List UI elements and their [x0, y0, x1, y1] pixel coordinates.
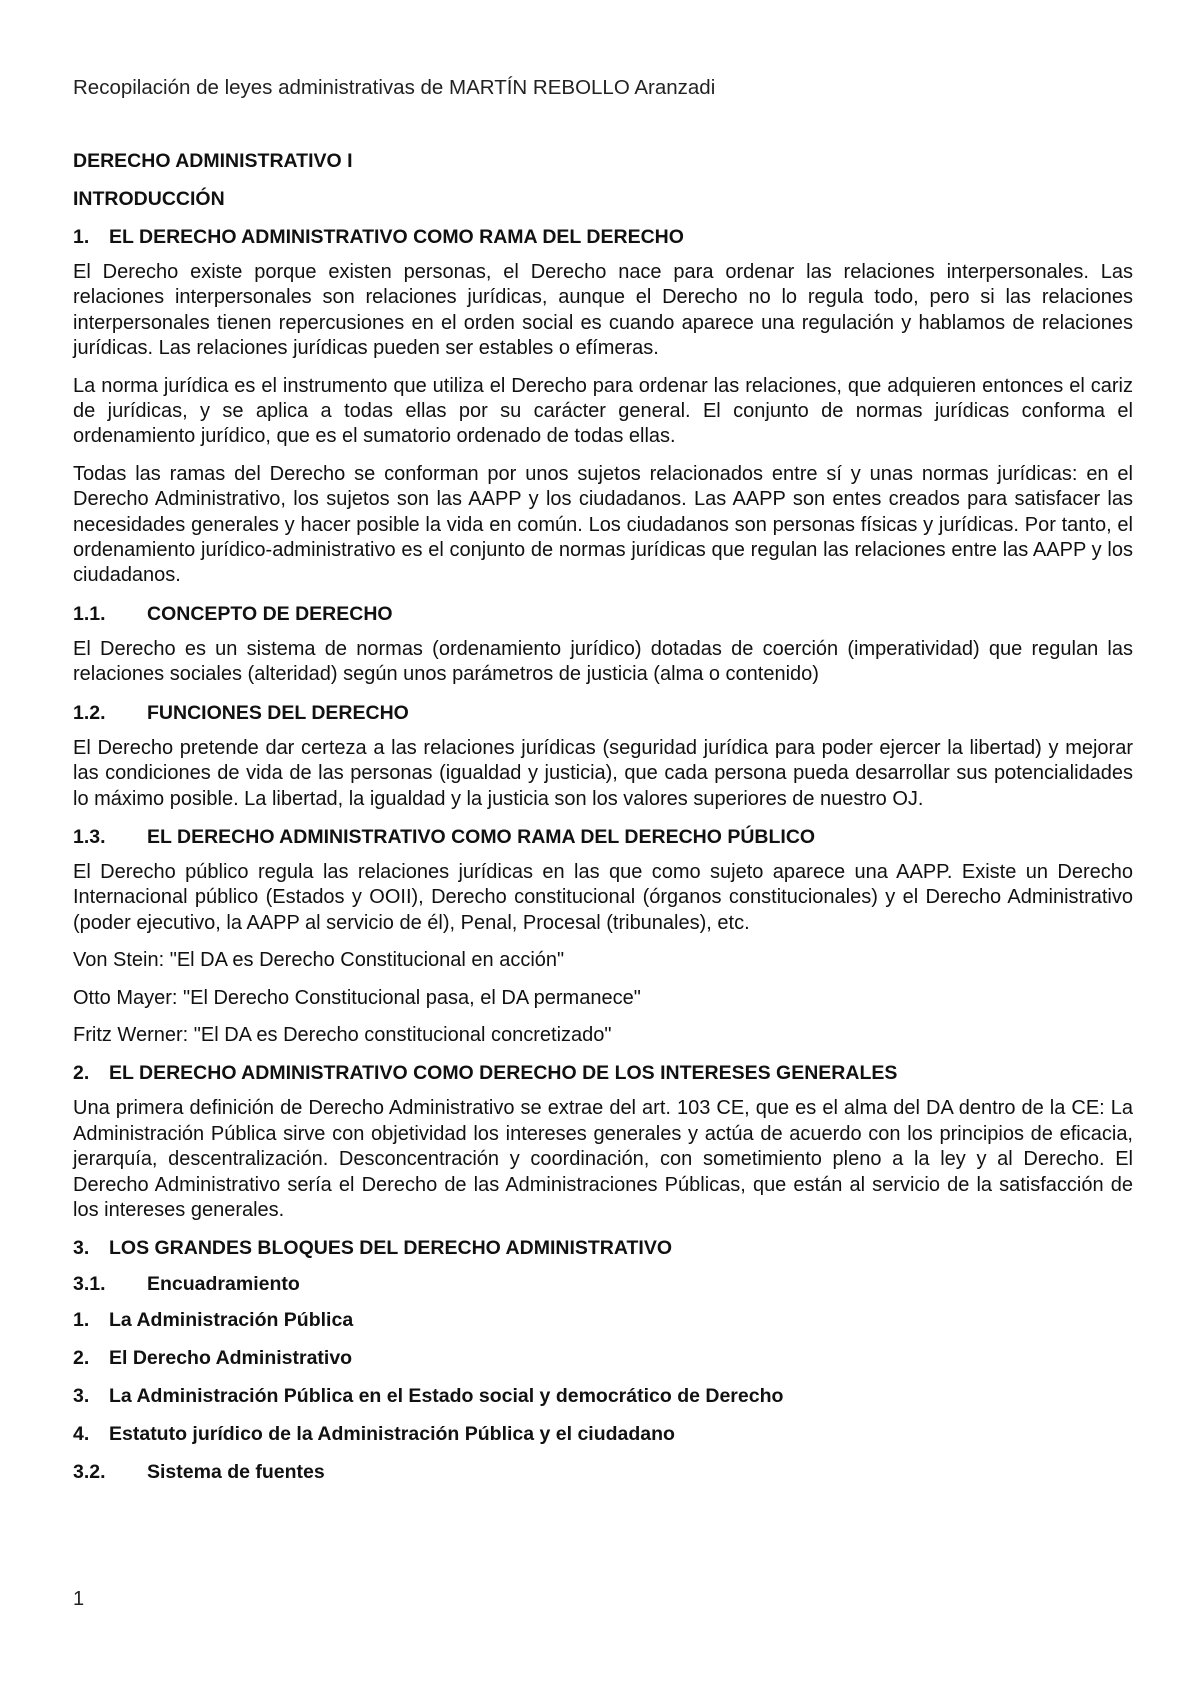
- document-title: DERECHO ADMINISTRATIVO I: [73, 150, 353, 172]
- heading-text: LOS GRANDES BLOQUES DEL DERECHO ADMINISTRATIVO: [109, 1237, 673, 1260]
- list-item-number: 2.: [73, 1347, 90, 1370]
- list-item-number: 3.: [73, 1385, 90, 1408]
- section-introduction: INTRODUCCIÓN: [73, 188, 225, 210]
- list-item-number: 1.: [73, 1309, 90, 1332]
- heading-number: 3.1.: [73, 1273, 106, 1296]
- heading-text: Sistema de fuentes: [147, 1461, 325, 1484]
- heading-section-1-2: [73, 700, 1133, 726]
- heading-section-1: [73, 224, 1133, 250]
- heading-number: 1.: [73, 226, 90, 248]
- list-item: [73, 1421, 1133, 1447]
- list-item-number: 4.: [73, 1423, 90, 1446]
- list-item: [73, 1345, 1133, 1371]
- list-item: [73, 1307, 1133, 1333]
- heading-section-3: [73, 1235, 1133, 1261]
- heading-section-2: [73, 1060, 1133, 1086]
- paragraph: El Derecho público regula las relaciones jurídicas en las que como sujeto aparece una AAPP. Existe un Derecho Internacional público (Estados y OOII), Derecho constitucional (órganos constitucionales) y el Derecho Administrativo (poder ejecutivo, la AAPP al servicio de él), Penal, Procesal (tribunales), etc.: [73, 860, 1133, 934]
- heading-number: 1.2.: [73, 701, 106, 724]
- heading-section-3-2: [73, 1459, 1133, 1485]
- paragraph: Todas las ramas del Derecho se conforman por unos sujetos relacionados entre sí y unas normas jurídicas: en el Derecho Administrativo, los sujetos son las AAPP y los ciudadanos. Las AAPP son entes creados para satisfacer las necesidades generales y hacer posible la vida en común. Los ciudadanos son personas físicas y jurídicas. Por tanto, el ordenamiento jurídico-administrativo es el conjunto de normas jurídicas que regulan las relaciones entre las AAPP y los ciudadanos.: [73, 462, 1133, 587]
- document-body: [73, 148, 1133, 1495]
- heading-text: Encuadramiento: [147, 1273, 300, 1296]
- paragraph: El Derecho es un sistema de normas (ordenamiento jurídico) dotadas de coerción (imperatividad) que regulan las relaciones sociales (alteridad) según unos parámetros de justicia (alma o contenido): [73, 637, 1133, 686]
- heading-section-3-1: [73, 1271, 1133, 1297]
- list-item: [73, 1383, 1133, 1409]
- list-item-text: La Administración Pública en el Estado social y democrático de Derecho: [109, 1385, 784, 1408]
- heading-number: 1.1.: [73, 602, 106, 625]
- heading-number: 3.2.: [73, 1461, 106, 1484]
- heading-section-1-1: [73, 601, 1133, 627]
- heading-text: EL DERECHO ADMINISTRATIVO COMO RAMA DEL DERECHO: [109, 226, 684, 248]
- heading-number: 2.: [73, 1062, 90, 1085]
- heading-text: EL DERECHO ADMINISTRATIVO COMO DERECHO DE LOS INTERESES GENERALES: [109, 1062, 898, 1085]
- page-number: 1: [73, 1588, 85, 1610]
- heading-text: FUNCIONES DEL DERECHO: [147, 701, 409, 724]
- quote-otto-mayer: Otto Mayer: "El Derecho Constitucional pasa, el DA permanece": [73, 986, 641, 1009]
- quote-fritz-werner: Fritz Werner: "El DA es Derecho constitucional concretizado": [73, 1023, 612, 1046]
- heading-text: CONCEPTO DE DERECHO: [147, 602, 393, 625]
- paragraph: Una primera definición de Derecho Administrativo se extrae del art. 103 CE, que es el alma del DA dentro de la CE: La Administración Pública sirve con objetividad los intereses generales y actúa de acuerdo con los principios de eficacia, jerarquía, descentralización. Desconcentración y coordinación, con sometimiento pleno a la ley y al Derecho. El Derecho Administrativo sería el Derecho de las Administraciones Públicas, que están al servicio de la satisfacción de los intereses generales.: [73, 1097, 1133, 1221]
- heading-section-1-3: [73, 824, 1133, 850]
- quote-von-stein: Von Stein: "El DA es Derecho Constitucional en acción": [73, 949, 565, 972]
- list-item-text: La Administración Pública: [109, 1309, 354, 1332]
- heading-number: 1.3.: [73, 825, 106, 848]
- running-header: Recopilación de leyes administrativas de MARTÍN REBOLLO Aranzadi: [73, 76, 716, 99]
- list-item-text: El Derecho Administrativo: [109, 1347, 353, 1370]
- heading-number: 3.: [73, 1237, 90, 1260]
- heading-text: EL DERECHO ADMINISTRATIVO COMO RAMA DEL DERECHO PÚBLICO: [147, 825, 816, 848]
- paragraph: El Derecho pretende dar certeza a las relaciones jurídicas (seguridad jurídica para poder ejercer la libertad) y mejorar las condiciones de vida de las personas (igualdad y justicia), que cada persona pueda desarrollar sus potencialidades lo máximo posible. La libertad, la igualdad y la justicia son los valores superiores de nuestro OJ.: [73, 736, 1133, 810]
- list-item-text: Estatuto jurídico de la Administración Pública y el ciudadano: [109, 1423, 675, 1446]
- paragraph: La norma jurídica es el instrumento que utiliza el Derecho para ordenar las relaciones, que adquieren entonces el cariz de jurídicas, y se aplica a todas ellas por su carácter general. El conjunto de normas jurídicas conforma el ordenamiento jurídico, que es el sumatorio ordenado de todas ellas.: [73, 374, 1133, 448]
- paragraph: El Derecho existe porque existen personas, el Derecho nace para ordenar las relaciones interpersonales. Las relaciones interpersonales son relaciones jurídicas, aunque el Derecho no lo regula todo, pero si las relaciones interpersonales tienen repercusiones en el orden social es cuando aparece una regulación y hablamos de relaciones jurídicas. Las relaciones jurídicas pueden ser estables o efímeras.: [73, 261, 1133, 360]
